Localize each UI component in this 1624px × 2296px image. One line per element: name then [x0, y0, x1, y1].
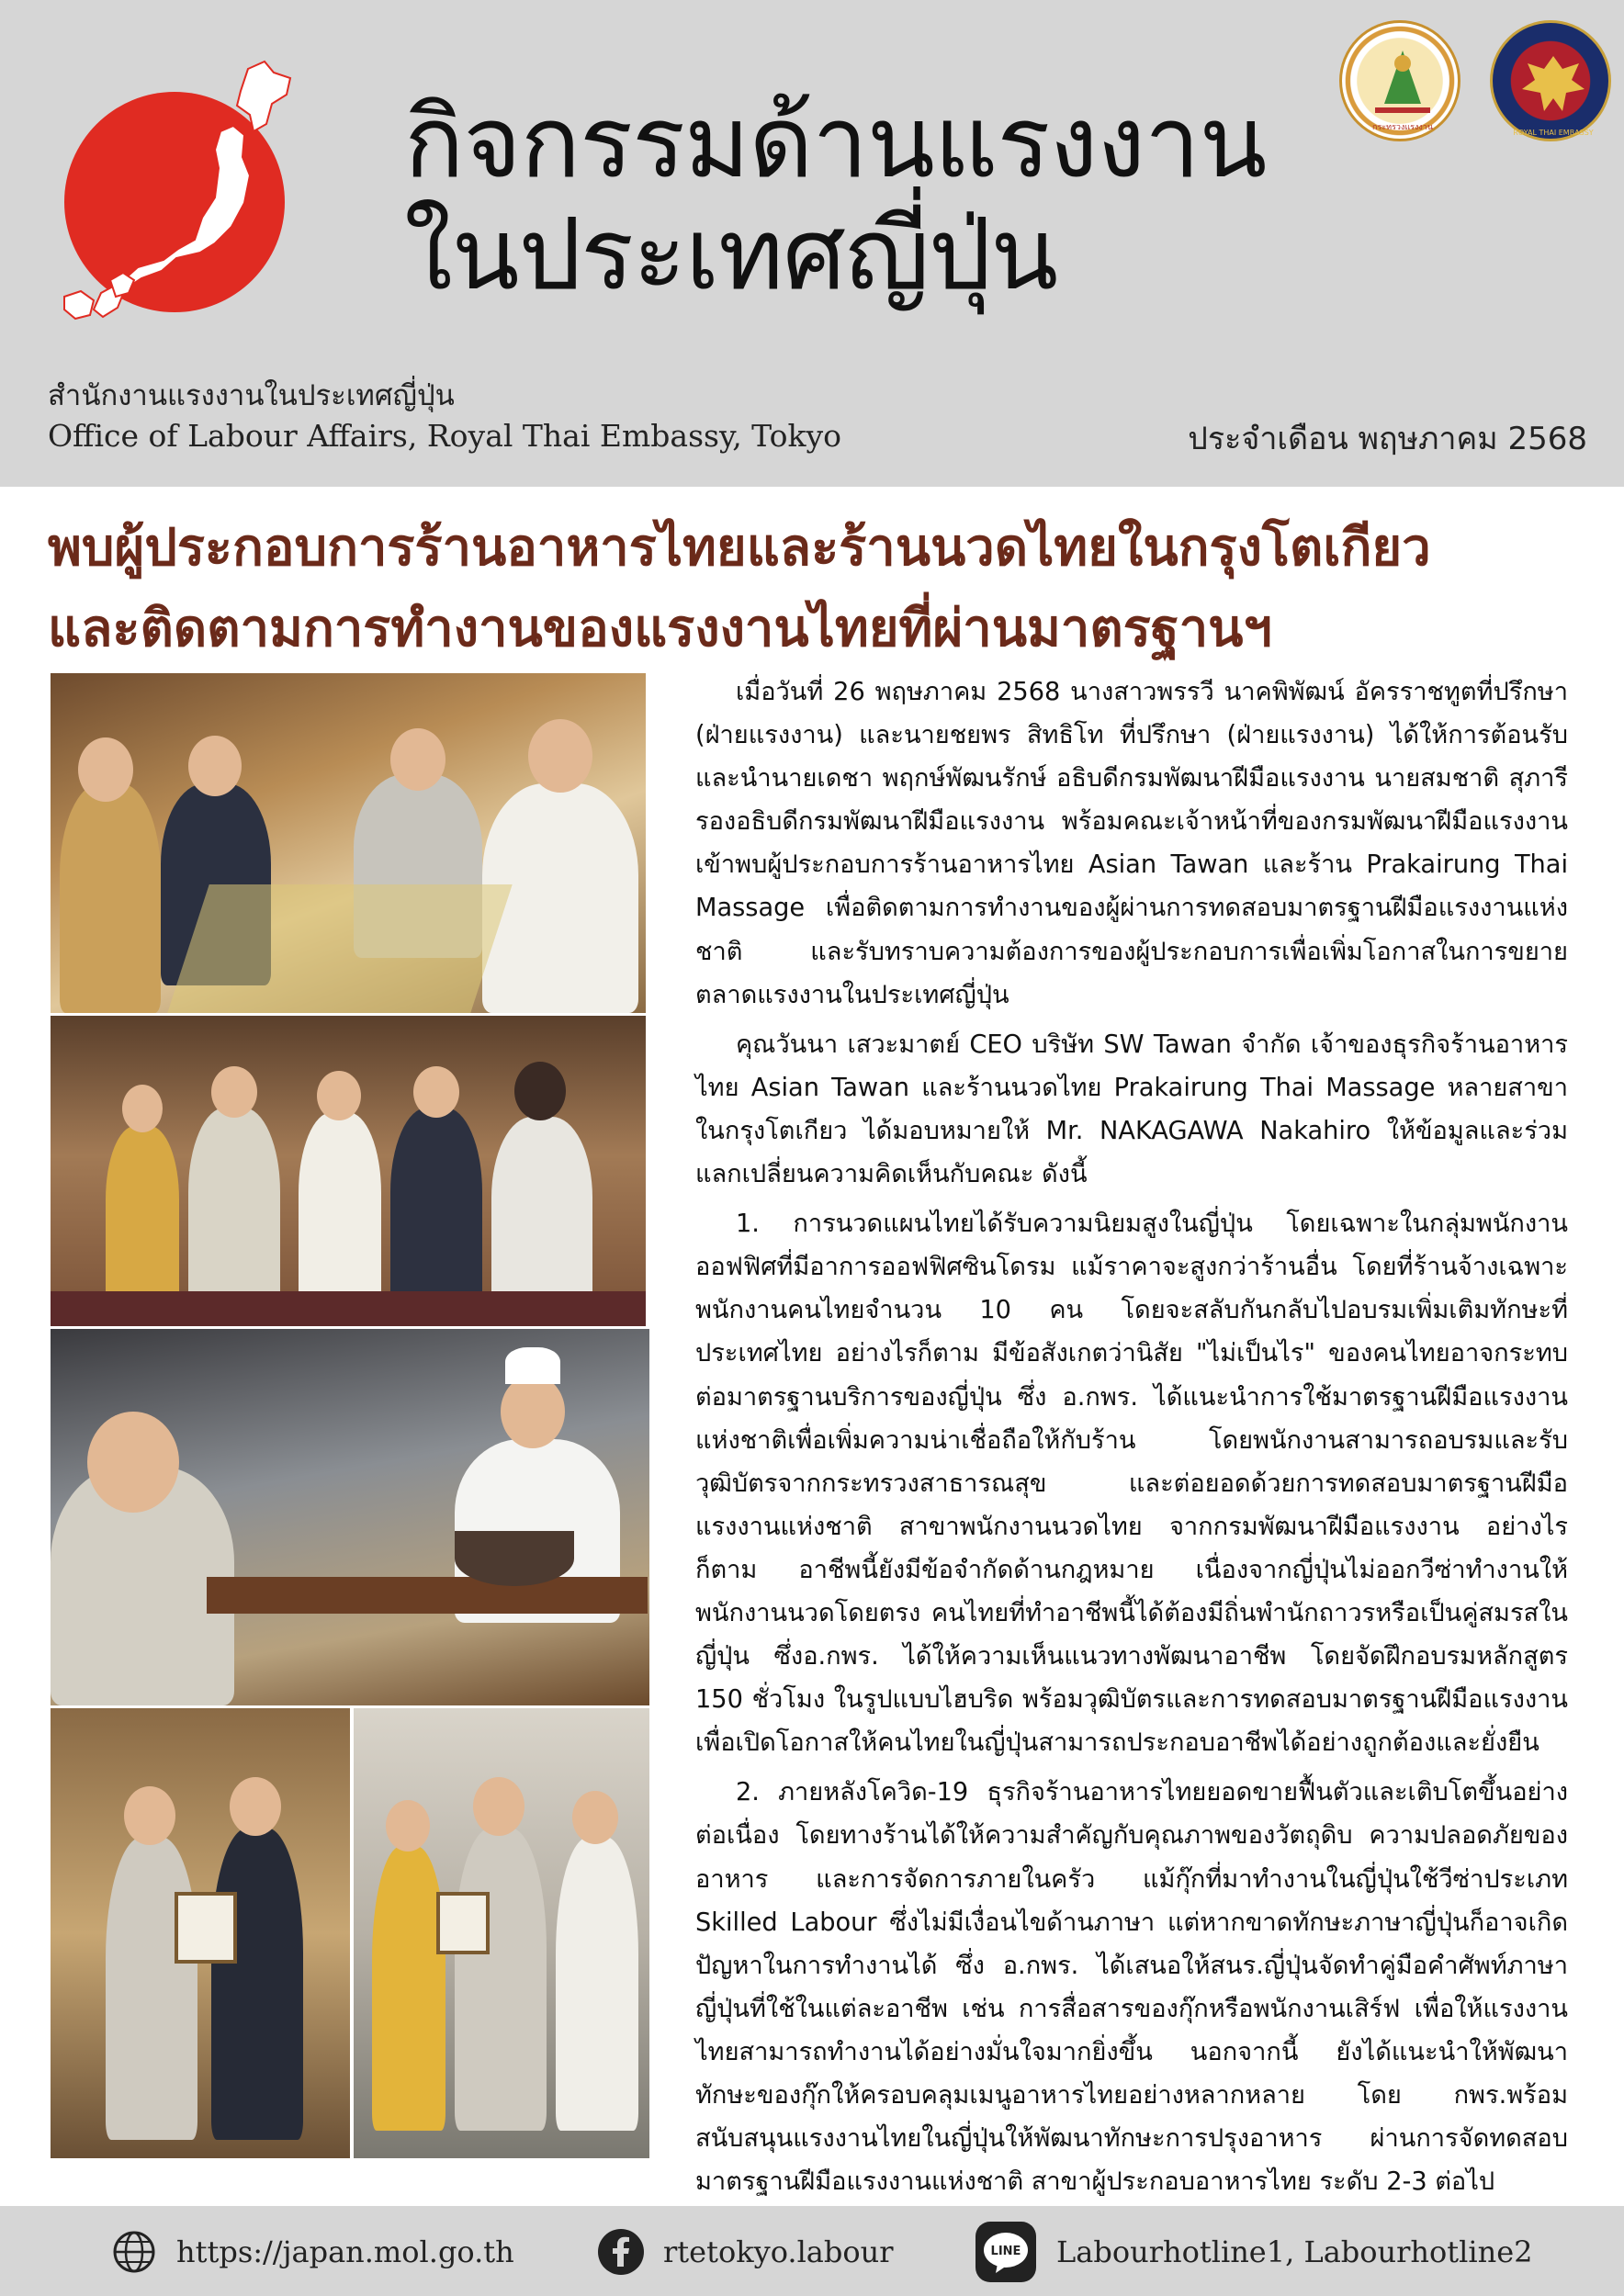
- gift-presentation-photo-1: [51, 1708, 350, 2158]
- line-icon-text: LINE: [990, 2245, 1021, 2258]
- globe-icon: [110, 2228, 158, 2276]
- restaurant-kitchen-photo: [51, 1329, 649, 1705]
- photo-collage: [51, 673, 649, 2170]
- facebook-icon: [597, 2228, 645, 2276]
- group-standing-photo: [51, 1016, 646, 1326]
- facebook-link[interactable]: [597, 2232, 894, 2272]
- line-icon: [974, 2220, 1038, 2284]
- line-link[interactable]: [974, 2232, 1533, 2272]
- japan-map-icon: [37, 51, 312, 326]
- article-headline: [48, 508, 1591, 670]
- ministry-of-labour-seal-icon: [1339, 20, 1460, 141]
- office-name-thai: สำนักงานแรงงานในประเทศญี่ปุ่น: [48, 379, 455, 412]
- title-line-2: ในประเทศญี่ปุ่น: [404, 197, 1058, 312]
- seal-left-caption: กระทรวงแรงงาน: [1372, 123, 1433, 132]
- title-line-1: กิจกรรมด้านแรงงาน: [404, 85, 1267, 200]
- article-body: [695, 670, 1568, 2210]
- header-banner: [0, 0, 1624, 487]
- office-name-english: Office of Labour Affairs, Royal Thai Embassy, Tokyo: [48, 418, 842, 454]
- paragraph-intro: เมื่อวันที่ 26 พฤษภาคม 2568 นางสาวพรรวี นาคพิพัฒน์ อัครราชทูตที่ปรึกษา (ฝ่ายแรงงาน) และนายชยพร สิทธิโท ที่ปรึกษา (ฝ่ายแรงงาน) ได้ให้การต้อนรับและนำนายเดชา พฤกษ์พัฒนรักษ์ อธิบดีกรมพัฒนาฝีมือแรงงาน นายสมชาติ สุภารี รองอธิบดีกรมพัฒนาฝีมือแรงงาน พร้อมคณะเจ้าหน้าที่ของกรมพัฒนาฝีมือแรงงาน เข้าพบผู้ประกอบการร้านอาหารไทย Asian Tawan และร้าน Prakairung Thai Massage เพื่อติดตามการทำงานของผู้ผ่านการทดสอบมาตรฐานฝีมือแรงงานแห่งชาติ และรับทราบความต้องการของผู้ประกอบการเพื่อเพิ่มโอกาสในการขยายตลาดแรงงานในประเทศญี่ปุ่น: [695, 678, 1568, 1009]
- royal-thai-embassy-seal-icon: [1490, 20, 1611, 141]
- footer-bar: [0, 2206, 1624, 2296]
- headline-line-1: พบผู้ประกอบการร้านอาหารไทยและร้านนวดไทยในกรุงโตเกียว: [48, 518, 1431, 578]
- gift-presentation-photo-2: [354, 1708, 649, 2158]
- paragraph-company: คุณวันนา เสวะมาตย์ CEO บริษัท SW Tawan จำกัด เจ้าของธุรกิจร้านอาหารไทย Asian Tawan และร้านนวดไทย Prakairung Thai Massage หลายสาขาในกรุงโตเกียว ได้มอบหมายให้ Mr. NAKAGAWA Nakahiro ให้ข้อมูลและร่วมแลกเปลี่ยนความคิดเห็นกับคณะ ดังนี้: [695, 1030, 1568, 1189]
- facebook-handle: rtetokyo.labour: [663, 2234, 894, 2269]
- issue-month: ประจำเดือน พฤษภาคม 2568: [1188, 421, 1587, 457]
- seal-right-caption: ROYAL THAI EMBASSY: [1513, 129, 1594, 137]
- page-title: [404, 87, 1266, 311]
- meeting-table-photo: [51, 673, 646, 1013]
- website-link[interactable]: [110, 2232, 514, 2272]
- line-ids: Labourhotline1, Labourhotline2: [1056, 2234, 1533, 2269]
- paragraph-point-2: 2. ภายหลังโควิด-19 ธุรกิจร้านอาหารไทยยอดขายฟื้นตัวและเติบโตขึ้นอย่างต่อเนื่อง โดยทางร้านได้ให้ความสำคัญกับคุณภาพของวัตถุดิบ ความปลอดภัยของอาหาร และการจัดการภายในครัว แม้กุ๊กที่มาทำงานในญี่ปุ่นใช้วีซ่าประเภท Skilled Labour ซึ่งไม่มีเงื่อนไขด้านภาษา แต่หากขาดทักษะภาษาญี่ปุ่นก็อาจเกิดปัญหาในการทำงานได้ ซึ่ง อ.กพร. ได้เสนอให้สนร.ญี่ปุ่นจัดทำคู่มือคำศัพท์ภาษาญี่ปุ่นที่ใช้ในแต่ละอาชีพ เช่น การสื่อสารของกุ๊กหรือพนักงานเสิร์ฟ เพื่อให้แรงงานไทยสามารถทำงานได้อย่างมั่นใจมากยิ่งขึ้น นอกจากนี้ ยังได้แนะนำให้พัฒนาทักษะของกุ๊กให้ครอบคลุมเมนูอาหารไทยอย่างหลากหลาย โดย กพร.พร้อมสนับสนุนแรงงานไทยในญี่ปุ่นให้พัฒนาทักษะการปรุงอาหาร ผ่านการจัดทดสอบมาตรฐานฝีมือแรงงานแห่งชาติ สาขาผู้ประกอบอาหารไทย ระดับ 2-3 ต่อไป: [695, 1778, 1568, 2197]
- website-url: https://japan.mol.go.th: [176, 2234, 514, 2269]
- headline-line-2: และติดตามการทำงานของแรงงานไทยที่ผ่านมาตรฐานฯ: [48, 599, 1272, 658]
- paragraph-point-1: 1. การนวดแผนไทยได้รับความนิยมสูงในญี่ปุ่น โดยเฉพาะในกลุ่มพนักงานออฟฟิศที่มีอาการออฟฟิศซินโดรม แม้ราคาจะสูงกว่าร้านอื่น โดยที่ร้านจ้างเฉพาะพนักงานคนไทยจำนวน 10 คน โดยจะสลับกันกลับไปอบรมเพิ่มเติมทักษะที่ประเทศไทย อย่างไรก็ตาม มีข้อสังเกตว่านิสัย "ไม่เป็นไร" ของคนไทยอาจกระทบต่อมาตรฐานบริการของญี่ปุ่น ซึ่ง อ.กพร. ได้แนะนำการใช้มาตรฐานฝีมือแรงงานแห่งชาติเพื่อเพิ่มความน่าเชื่อถือให้กับร้าน โดยพนักงานสามารถอบรมและรับวุฒิบัตรจากกระทรวงสาธารณสุข และต่อยอดด้วยการทดสอบมาตรฐานฝีมือแรงงานแห่งชาติ สาขาพนักงานนวดไทย จากกรมพัฒนาฝีมือแรงงาน อย่างไรก็ตาม อาชีพนี้ยังมีข้อจำกัดด้านกฎหมาย เนื่องจากญี่ปุ่นไม่ออกวีซ่าทำงานให้พนักงานนวดโดยตรง คนไทยที่ทำอาชีพนี้ได้ต้องมีถิ่นพำนักถาวรหรือเป็นคู่สมรสในญี่ปุ่น ซึ่งอ.กพร. ได้ให้ความเห็นแนวทางพัฒนาอาชีพ โดยจัดฝึกอบรมหลักสูตร 150 ชั่วโมง ในรูปแบบไฮบริด พร้อมวุฒิบัตรและการทดสอบมาตรฐานฝีมือแรงงาน เพื่อเปิดโอกาสให้คนไทยในญี่ปุ่นสามารถประกอบอาชีพได้อย่างถูกต้องและยั่งยืน: [695, 1210, 1568, 1758]
